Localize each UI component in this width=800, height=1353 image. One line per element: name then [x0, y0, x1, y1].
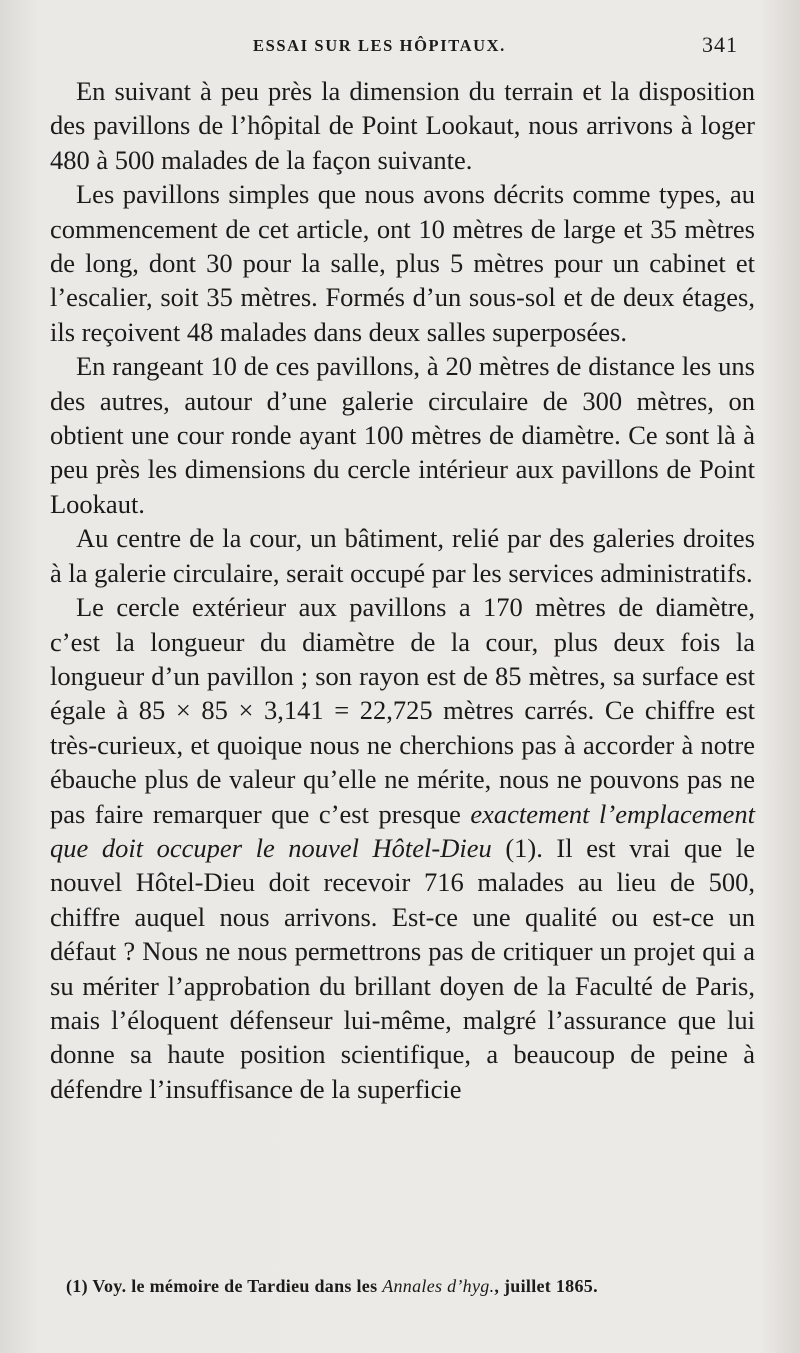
paragraph-text: Au centre de la cour, un bâtiment, relié par des galeries droites à la galerie circulaire, serait occupé par les services administratifs.: [50, 523, 755, 588]
paragraph-text: Les pavillons simples que nous avons décrits comme types, au commencement de cet article, ont 10 mètres de large et 35 mètres de long, dont 30 pour la salle, plus 5 mètres pour un cabinet et l’escalier, soit 35 mètres. Formés d’un sous-sol et de deux étages, ils reçoivent 48 malades dans deux salles superposées.: [50, 179, 755, 347]
running-head: ESSAI SUR LES HÔPITAUX.: [253, 36, 506, 55]
paragraph-3: [50, 349, 755, 521]
paragraph-2: [50, 177, 755, 349]
page-number: 341: [702, 32, 738, 57]
body-text: [50, 74, 755, 1106]
footnote-journal-title: Annales d’hyg.: [382, 1276, 495, 1296]
paragraph-1: [50, 74, 755, 177]
footnote-date: , juillet 1865.: [494, 1276, 598, 1296]
page-header: [0, 30, 800, 70]
paragraph-text: En suivant à peu près la dimension du terrain et la disposition des pavillons de l’hôpital de Point Lookaut, nous arrivons à loger 480 à 500 malades de la façon suivante.: [50, 76, 755, 175]
footnote: [66, 1276, 756, 1297]
paragraph-4: [50, 521, 755, 590]
paragraph-text: (1). Il est vrai que le nouvel Hôtel-Dieu doit recevoir 716 malades au lieu de 500, chiffre auquel nous arrivons. Est-ce une qualité ou est-ce un défaut ? Nous ne nous permettrons pas de critiquer un projet qui a su mériter l’approbation du brillant doyen de la Faculté de Paris, mais l’éloquent défenseur lui-même, malgré l’assurance que lui donne sa haute position scientifique, a beaucoup de peine à défendre l’insuffisance de la superficie: [50, 832, 755, 1104]
footnote-text: (1) Voy. le mémoire de Tardieu dans les: [66, 1276, 383, 1296]
paragraph-5: [50, 590, 755, 1106]
paragraph-text: Le cercle extérieur aux pavillons a 170 mètres de diamètre, c’est la longueur du diamètre de la cour, plus deux fois la longueur d’un pavillon ; son rayon est de 85 mètres, sa surface est égale à 85 × 85 × 3,141 = 22,725 mètres carrés. Ce chiffre est très-curieux, et quoique nous ne cherchions pas à accorder à notre ébauche plus de valeur qu’elle ne mérite, nous ne pouvons pas ne pas faire remarquer que c’est presque: [50, 592, 755, 829]
paragraph-text: En rangeant 10 de ces pavillons, à 20 mètres de distance les uns des autres, autour d’une galerie circulaire de 300 mètres, on obtient une cour ronde ayant 100 mètres de diamètre. Ce sont là à peu près les dimensions du cercle intérieur aux pavillons de Point Lookaut.: [50, 351, 755, 519]
italic-phrase: exactement l’emplacement que doit occuper le nouvel Hôtel-Dieu: [50, 798, 755, 863]
